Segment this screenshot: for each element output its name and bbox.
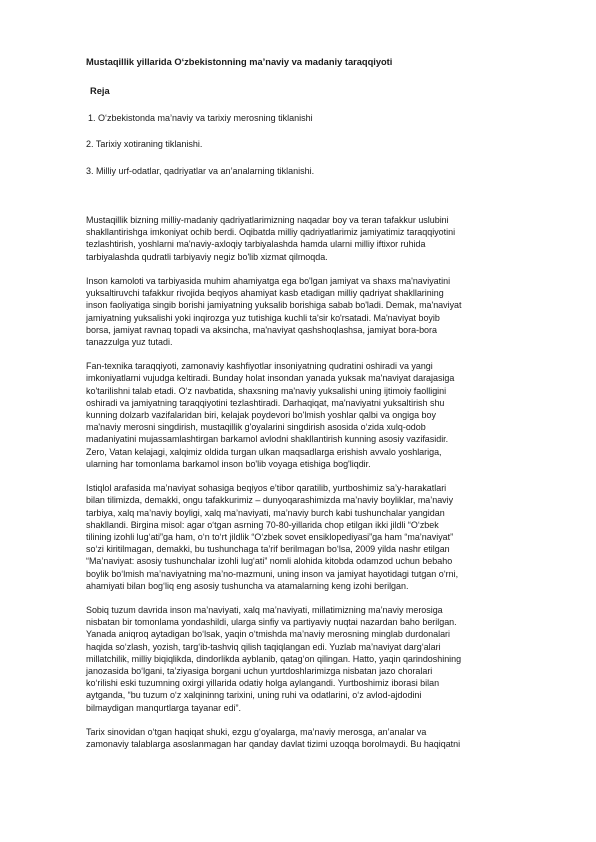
paragraph-line: jamiyatning yuksalishi yoki inqirozga yuz tutishiga kuchli ta'sir ko'rsatadi. Ma'naviyat boyib [86,312,440,323]
paragraph-line: ma'naviy merosni singdirish, mustaqillik g'oyalarini singdirish asosida o‘zida xulq-odob [86,422,426,433]
plan-item: 2. Tarixiy xotiraning tiklanishi. [86,139,203,149]
paragraph-line: nisbatan bir tomonlama yondashildi, ularga sinfiy va partiyaviy nuqtai nazardan baho berilgan. [86,617,457,628]
document-title: Mustaqillik yillarida O‘zbekistonning ma’naviy va madaniy taraqqiyoti [86,57,393,67]
paragraph-line: zamonaviy talablarga asoslanmagan har qanday davlat tizimi uzoqqa borolmaydi. Bu haqiqatni [86,739,461,750]
paragraph-line: Zero, Vatan kelajagi, xalqimiz oldida turgan ulkan maqsadlarga erishish avvalo yoshlariga, [86,446,442,457]
paragraph-line: kunning dolzarb vazifalaridan biri, kelajak poydevori bo'lmish yoshlar qalbi va ongiga boy [86,410,436,421]
body-paragraph [86,604,546,714]
paragraph-line: haqida so‘zlash, yozish, targ‘ib-tashviq qilish taqiqlangan edi. Yuzlab ma’naviyat darg‘alari [86,641,441,652]
body-text [86,214,546,762]
paragraph-line: madaniyatini mujassamlashtirgan barkamol avlodni shakllantirish kunning asosiy vazifasidir. [86,434,449,445]
paragraph-line: tilining izohli lug‘ati”ga ham, o‘n to‘rt jildlik “O‘zbek sovet ensiklopediyasi”ga ham “ma’naviyat” [86,531,454,542]
paragraph-line: Fan-texnika taraqqiyoti, zamonaviy kashfiyotlar insoniyatning qudratini oshiradi va yangi [86,361,433,372]
paragraph-line: imkoniyatlarni vujudga keltiradi. Bunday holat insondan yanada yuksak ma'naviyat darajasiga [86,373,455,384]
paragraph-line: millatchilik, milliy biqiqlikda, dindorlikda ayblanib, qatag‘on qilingan. Hatto, yaqin qarindoshining [86,653,462,664]
paragraph-line: Istiqlol arafasida ma’naviyat sohasiga beqiyos e’tibor qaratilib, yurtboshimiz sa’y-harakatlari [86,483,447,494]
paragraph-line: ularning har tomonlama barkamol inson bo'lib voyaga etishiga bog'liqdir. [86,458,371,469]
paragraph-line: Mustaqillik bizning milliy-madaniy qadriyatlarimizning naqadar boy va teran tafakkur uslubini [86,215,449,225]
paragraph-line: tezlashtirish, yoshlarni ma'naviy-axloqiy tarbiyalashda hamda ularni milliy iftixor ruhida [86,239,426,250]
paragraph-line: janozasida bo‘lgani, ta’ziyasiga borgani uchun yurtdoshlarimizga nisbatan jazo choralari [86,666,433,677]
body-paragraph [86,275,546,348]
paragraph-line: boylik bo‘lmish ma’naviyatning ma’no-mazmuni, uning inson va jamiyat hayotidagi tutgan o‘rni, [86,568,459,579]
plan-item: 3. Milliy urf-odatlar, qadriyatlar va an’analarning tiklanishi. [86,166,315,176]
paragraph-line: ko'tarilishni talab etadi. O‘z navbatida, shaxsning ma'naviy yuksalishi uning ijtimoiy faolligini [86,385,447,396]
body-paragraph [86,726,546,750]
paragraph-line: Tarix sinovidan o‘tgan haqiqat shuki, ezgu g‘oyalarga, ma’naviy merosga, an’analar va [86,726,427,737]
paragraph-line: ahamiyati bilan bog‘liq eng asosiy tushuncha va atamalarning keng izohi berilgan. [86,580,409,591]
paragraph-line: aytganda, “bu tuzum o‘z xalqininng tarixini, uning ruhi va odatlarini, o‘z avlod-ajdodini [86,690,422,701]
paragraph-line: Sobiq tuzum davrida inson ma’naviyati, xalq ma’naviyati, millatimizning ma’naviy merosiga [86,605,443,616]
body-paragraph [86,482,546,592]
body-paragraph [86,214,546,263]
paragraph-line: tanazzulga yuz tutadi. [86,336,173,347]
paragraph-line: so‘zi kiritilmagan, demakki, bu tushunchaga ta’rif berilmagan bo‘lsa, 2009 yilda nashr etilgan [86,544,450,555]
paragraph-line: tarbiyalashda qudratli tarbiyaviy negiz bo'lib xizmat qilmoqda. [86,251,328,262]
paragraph-line: Inson kamoloti va tarbiyasida muhim ahamiyatga ega bo'lgan jamiyat va shaxs ma'naviyatini [86,275,451,286]
paragraph-line: “Ma’naviyat: asosiy tushunchalar izohli lug‘ati” nomli alohida kitobda odamzod uchun bebaho [86,556,453,567]
paragraph-line: ko‘rilishi eski tuzumning oxirgi yillarida odatiy holga aylangandi. Yurtboshimiz iborasi bilan [86,678,440,689]
paragraph-line: shakllantirishga imkoniyat ochib berdi. Oqibatda milliy qadriyatlarimiz jamiyatimiz taraqqiyotini [86,227,456,238]
paragraph-line: inson faoliyatiga singib borishi jamiyatning yuksalib borishiga sabab bo'ladi. Demak, ma'naviyat [86,300,462,311]
paragraph-line: borsa, jamiyat ravnaq topadi va aksincha, ma'naviyat qashshoqlashsa, jamiyat bora-bora [86,324,437,335]
paragraph-line: shakllandi. Birgina misol: agar o‘tgan asrning 70-80-yillarida chop etilgan ikki jildli “O‘zbek [86,519,439,530]
paragraph-line: yuksaltiruvchi tafakkur rivojida beqiyos ahamiyat kasb etadigan milliy qadriyat shakllarining [86,288,444,299]
paragraph-line: Yanada aniqroq aytadigan bo‘lsak, yaqin o‘tmishda ma’naviy merosning minglab durdonalari [86,629,451,640]
paragraph-line: bilan tilimizda, demakki, ongu tafakkurimiz – dunyoqarashimizda ma’naviy boyliklar, ma’naviy [86,495,454,506]
paragraph-line: bilmaydigan manqurtlarga tayanar edi”. [86,702,242,713]
paragraph-line: oshiradi va jamiyatning taraqqiyotini tezlashtiradi. Darhaqiqat, ma'naviyatni yuksaltirish shu [86,397,445,408]
body-paragraph [86,360,546,470]
plan-item: 1. O‘zbekistonda ma’naviy va tarixiy merosning tiklanishi [88,113,313,123]
plan-heading: Reja [90,86,110,96]
paragraph-line: tarbiya, xalq ma’naviy boyligi, xalq ma’naviyati, ma’naviy burch kabi tushunchalar yangidan [86,507,445,518]
